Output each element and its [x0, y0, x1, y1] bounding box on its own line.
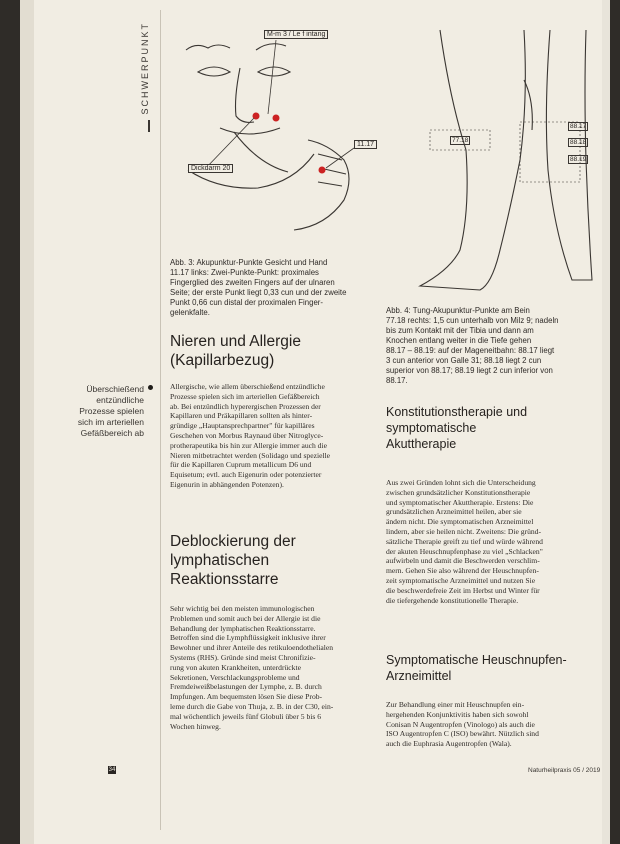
page-edge	[602, 0, 610, 844]
page-number: 34	[108, 767, 116, 773]
figure2-caption: Abb. 4: Tung-Akupunktur-Punkte am Bein 77.18 rechts: 1,5 cun unterhalb von Milz 9; nadeln bis zum Kontakt mit der Tibia und dann am Knochen entlang weiter in die Tiefe gehen 88.17 – 88.19: auf der Mageneitbahn: 88.17 liegt 3 cun anterior von Galle 31; 88.18 liegt 2 cun superior von 88.17; 88.19 liegt 2 cun inferior von 88.17.	[386, 306, 559, 385]
figure-face-hand	[168, 20, 388, 252]
heading-konstitutionstherapie: Konstitutionstherapie und symptomatische Akuttherapie	[386, 405, 528, 451]
magazine-page	[20, 0, 610, 844]
section2-body: Sehr wichtig bei den meisten immunologischen Problemen und somit auch bei der Allergie ist die Behandlung der lymphatischen Reaktionsstarre. Betroffen sind die Lymphflüssigkeit inklusive ihrer Bewohner und ihrer Anteile des retikuloendothelialen Systems (RHS). Gründe sind meist Chronifizie- rung von akuten Krankheiten, unterdrückte Sekretionen, Verschlackungsprobleme und Fremdeiweißbelastungen der Lymphe, z. B. durch Impfungen. Am bequemsten lösen Sie diese Prob- leme durch die Gabe von Thuja, z. B. in der C30, ein- mal wöchentlich jeweils fünf Globuli über 5 bis 6 Wochen hinweg.	[170, 604, 334, 731]
figure1-label-right: 11.17	[354, 140, 377, 149]
section1-body: Allergische, wie allem überschießend entzündliche Prozesse spielen sich im arteriellen Gefäßbereich ab. Bei entzündlich hyperergischen Prozessen der Kapillaren und Präkapillaren sollten als hinter- gründige „Hauptansprechpartner" für kapilläres Geschehen von Morbus Raynaud über Nitroglyce- protherapeutika bis hin zur Allergie immer auch die Nieren mitbetrachtet werden (Solidago und spezielle für die Kapillaren Cuprum metallicum D6 und Equisetum; evtl. auch Eigenurin oder potenzierter Eigenurin in abhängenden Potenzen).	[170, 382, 331, 489]
figure2-label-88-19: 88.19	[570, 156, 587, 163]
section4-body: Zur Behandlung einer mit Heuschnupfen ein- hergehenden Konjunktivitis haben sich sowohl Conisan N Augentropfen (Vinologo) als auch die ISO Augentropfen C (ISO) bewährt. Nützlich sind auch die Euphrasia Augentropfen (Wala).	[386, 700, 539, 749]
acupoint-hand	[319, 167, 326, 174]
section-runner	[140, 22, 162, 132]
acupoint-face-right	[273, 115, 280, 122]
heading-nieren-allergie: Nieren und Allergie (Kapillarbezug)	[170, 333, 301, 369]
heading-deblockierung: Deblockierung der lymphatischen Reaktionsstarre	[170, 533, 296, 588]
figure2-label-88-17: 88.17	[570, 123, 587, 130]
journal-footer: Naturheilpraxis 05 / 2019	[528, 767, 601, 774]
figure1-label-left: Dickdarm 20	[188, 164, 233, 173]
eye-left	[198, 67, 230, 76]
eyebrow-right	[256, 44, 286, 50]
mouth	[220, 128, 280, 134]
leg-left	[420, 30, 525, 290]
heading-heuschnupfen-arzneimittel: Symptomatische Heuschnupfen- Arzneimittel	[386, 653, 567, 683]
section3-body: Aus zwei Gründen lohnt sich die Unterscheidung zwischen grundsätzlicher Konstitutionstherapie und symptomatischer Akuttherapie. Erstens: Die grundsätzlichen Arzneimittel heilen, aber sie ändern nicht. Die symptomatischen Arzneimittel lindern, aber sie heilen nicht. Zweitens: Die gründ- sätzliche Therapie greift zu tief und würde während der akuten Heuschnupfenphase zu viel „Schlacken" aufwirbeln und damit die Beschwerden verschlim- mern. Gehen Sie also während der Heuschnupfen- zeit symptomatische Arzneimittel und nutzen Sie die beschwerdefreie Zeit im Herbst und Winter für die tiefergehende konstitutionelle Therapie.	[386, 478, 543, 605]
figure2-label-88-18: 88.18	[570, 139, 587, 146]
hand-outline	[294, 140, 349, 230]
section-label: SCHWERPUNKT	[140, 22, 150, 115]
page-gutter	[20, 0, 34, 844]
margin-note: Überschießend entzündliche Prozesse spielen sich im arteriellen Gefäßbereich ab	[77, 384, 144, 438]
eye-right	[258, 67, 290, 76]
eyebrow-left	[186, 45, 230, 50]
runner-bar	[148, 120, 150, 132]
nose	[236, 68, 255, 122]
figure1-caption: Abb. 3: Akupunktur-Punkte Gesicht und Hand 11.17 links: Zwei-Punkte-Punkt: proximales Fingerglied des zweiten Fingers auf der ulnaren Seite; der erste Punkt liegt 0,33 cun und der zweite Punkt 0,66 cun distal der proximalen Finger- gelenkfalte.	[170, 258, 347, 317]
margin-bullet	[148, 385, 153, 390]
column-rule	[160, 10, 161, 830]
index-finger	[234, 132, 288, 172]
figure1-label-top: M-m 3 / Le f intang	[264, 30, 328, 39]
figure2-label-77-18: 77.18	[452, 137, 469, 144]
